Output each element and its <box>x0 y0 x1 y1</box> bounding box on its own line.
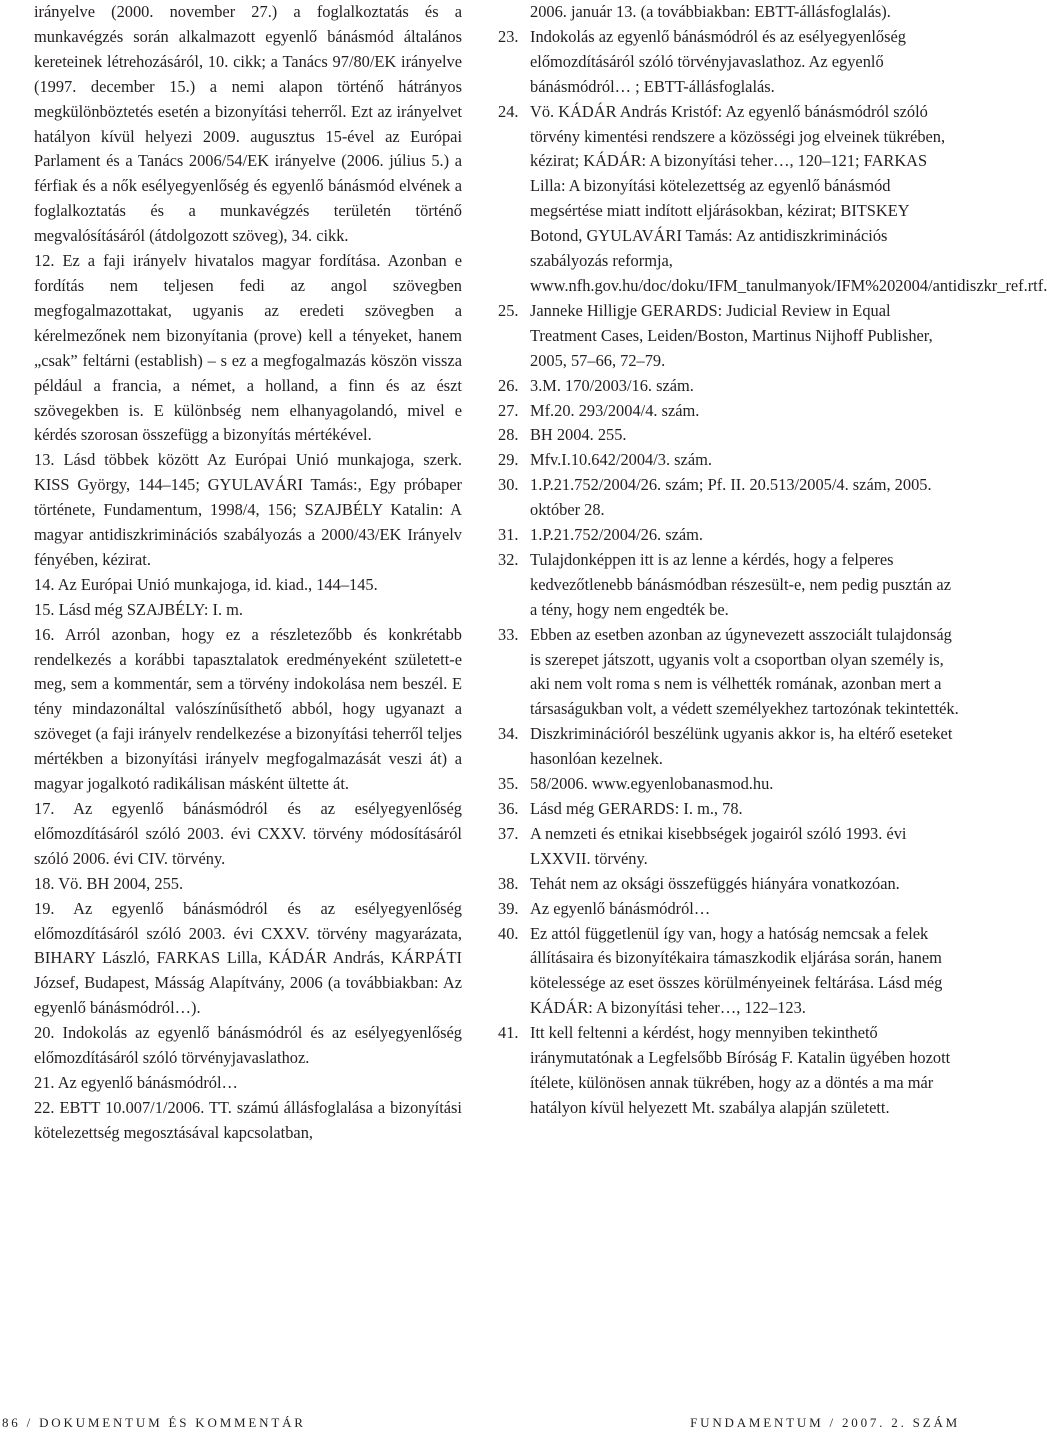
footnote <box>34 872 462 897</box>
footnote-text: Ez attól függetlenül így van, hogy a hatóság nemcsak a felek állításaira és bizonyítékaira támaszkodik eljárása során, hanem kötelessége az eset összes körülményeinek feltárása. Lásd még KÁDÁR: A bizonyítási teher…, 122–123. <box>530 923 943 1018</box>
footnote-text: Mfv.I.10.642/2004/3. szám. <box>530 450 712 470</box>
footnote <box>498 523 960 548</box>
footnote <box>34 797 462 872</box>
footnote-text: Az Európai Unió munkajoga, id. kiad., 144–145. <box>57 574 378 594</box>
footnote <box>34 1071 462 1096</box>
footnote-text: Az egyenlő bánásmódról… <box>530 898 711 918</box>
footnote-text: Az egyenlő bánásmódról és az esélyegyenlőség előmozdításáról szóló 2003. évi CXXV. törvény magyarázata, BIHARY László, FARKAS Lilla, KÁDÁR András, KÁRPÁTI József, Budapest, Másság Alapítvány, 2006 (a továbbiakban: Az egyenlő bánásmódról…). <box>34 898 462 1018</box>
footnote-text: Itt kell feltenni a kérdést, hogy mennyiben tekinthető iránymutatónak a Legfelsőbb Bíróság F. Katalin ügyében hozott ítélete, különösen annak tükrében, hogy az a döntés a ma már hatályon kívül helyezett Mt. szabálya alapján született. <box>530 1023 951 1117</box>
footnote <box>34 1096 462 1146</box>
footnote <box>34 897 462 1022</box>
footnote <box>498 299 960 374</box>
footnote-number: 32. <box>498 549 519 569</box>
footnote <box>498 374 960 399</box>
footnote <box>34 448 462 573</box>
footer-section-label: 86 / DOKUMENTUM ÉS KOMMENTÁR <box>2 1415 306 1430</box>
footnote-text: Tehát nem az oksági összefüggés hiányára vonatkozóan. <box>530 873 900 893</box>
footnote-text: Indokolás az egyenlő bánásmódról és az esélyegyenlőség előmozdításáról szóló törvényjavaslathoz. Az egyenlő bánásmódról… ; EBTT-állásfoglalás. <box>530 26 906 96</box>
left-footnote-column <box>34 0 462 1146</box>
footnote-number: 34. <box>498 724 519 744</box>
footnote <box>498 399 960 424</box>
footnote-text: A nemzeti és etnikai kisebbségek jogairól szóló 1993. évi LXXVII. törvény. <box>530 823 907 868</box>
footnote-number: 26. <box>498 375 519 395</box>
footnote <box>498 897 960 922</box>
footnote-number: 18. <box>34 873 59 893</box>
footnote-text: 3.M. 170/2003/16. szám. <box>530 375 694 395</box>
footnote-number: 40. <box>498 923 519 943</box>
footnote <box>498 872 960 897</box>
footnote-number: 27. <box>498 400 519 420</box>
footnote-number: 17. <box>34 799 74 818</box>
footnote <box>498 473 960 523</box>
footnote-number: 36. <box>498 799 519 818</box>
footnote <box>498 548 960 623</box>
footnote-number: 28. <box>498 425 519 445</box>
footer-journal-label: FUNDAMENTUM / 2007. 2. SZÁM <box>690 1415 960 1430</box>
footnote <box>498 25 960 100</box>
footnote <box>498 822 960 872</box>
footnote-text: Indokolás az egyenlő bánásmódról és az esélyegyenlőség előmozdításáról szóló törvényjavaslathoz. <box>34 1023 462 1068</box>
footnote-number: 30. <box>498 475 519 495</box>
footnote <box>498 100 1047 299</box>
footnote <box>498 623 960 723</box>
footnote-number: 38. <box>498 873 519 893</box>
right-footnote-column <box>498 0 1047 1121</box>
footnote-text: Vö. KÁDÁR András Kristóf: Az egyenlő bánásmódról szóló törvény kimentési rendszere a közösségi jog elveinek tükrében, kézirat; KÁDÁR: A bizonyítási teher…, 120–121; FARKAS Lilla: A bizonyítási kötelezettség az egyenlő bánásmód megsértése miatt indított eljárásokban, kézirat; BITSKEY Botond, GYULAVÁRI Tamás: Az antidiszkriminációs szabályozás reformja, www.nfh.gov.hu/doc/doku/IFM_tanulmanyok/IFM%202004/antidiszkr_ref.rtf. <box>530 101 1047 295</box>
footnote <box>34 573 462 598</box>
footnote-number: 31. <box>498 525 519 545</box>
footnote-number: 20. <box>34 1023 63 1043</box>
footnote-text: EBTT 10.007/1/2006. TT. számú állásfoglalása a bizonyítási kötelezettség megosztásával kapcsolatban, <box>34 1097 462 1142</box>
footnote-number: 41. <box>498 1023 519 1043</box>
footnote-number: 35. <box>498 774 519 794</box>
footnote <box>34 249 462 448</box>
footnote-text: 2006. január 13. (a továbbiakban: EBTT-állásfoglalás). <box>530 2 891 21</box>
footnote <box>498 772 960 797</box>
footnote-number: 22. <box>34 1097 60 1117</box>
footnote-number: 19. <box>34 898 74 918</box>
footnote-text: Ez a faji irányelv hivatalos magyar fordítása. Azonban e fordítás nem teljesen fedi az angol szövegben megfogalmazottakat, ugyanis az eredeti szövegben a kérelmezőnek nem bizonyítania (prove) kell a tényeket, hanem „csak” feltárni (establish) – s ez a megfogalmazás köszön vissza például a francia, a német, a holland, a finn és az észt szövegekben is. E különbség nem elhanyagolandó, mivel e kérdés szorosan összefügg a bizonyítás mértékével. <box>34 251 462 445</box>
footnote-number: 29. <box>498 450 519 470</box>
footnote-text: 1.P.21.752/2004/26. szám. <box>530 525 704 545</box>
footnote <box>498 722 960 772</box>
footnote-number: 33. <box>498 624 519 644</box>
footnote-text: Mf.20. 293/2004/4. szám. <box>530 400 700 420</box>
footnote-number: 13. <box>34 450 64 470</box>
footnote-text: Tulajdonképpen itt is az lenne a kérdés, hogy a felperes kedvezőtlenebb bánásmódban részesült-e, nem pedig pusztán az a tény, hogy nem engedték be. <box>530 549 951 619</box>
footnote-number: 39. <box>498 898 519 918</box>
footnote <box>498 423 960 448</box>
footnote-text: Vö. BH 2004, 255. <box>58 873 184 893</box>
footnote <box>498 1021 960 1121</box>
footnote <box>498 922 960 1022</box>
footnote-number: 12. <box>34 251 63 271</box>
footnote-number: 16. <box>34 624 65 644</box>
footnote-text: Az egyenlő bánásmódról és az esélyegyenlőség előmozdításáról szóló 2003. évi CXXV. törvény módosításáról szóló 2006. évi CIV. törvény. <box>34 799 462 868</box>
footnote-number: 25. <box>498 300 519 320</box>
footnote-text: Diszkriminációról beszélünk ugyanis akkor is, ha eltérő eseteket hasonlóan kezelnek. <box>530 724 953 769</box>
footnote-text: Arról azonban, hogy ez a részletezőbb és konkrétabb rendelkezés a korábbi tapasztalatok eredményeként született-e meg, sem a kommentár, sem a törvény indokolása nem beszél. E tény mindazonáltal valószínűsíthető abból, hogy ugyanazt a szöveget (a faji irányelv rendelkezése a bizonyítási teherről teljes mértékben a bizonyítási irányelv megfogalmazását veszi át) a magyar jogalkotó radikálisan másként ültette át. <box>34 624 462 794</box>
footnote-text: Lásd még SZAJBÉLY: I. m. <box>58 599 244 619</box>
footnote-number: 23. <box>498 26 519 46</box>
footnote-number: 14. <box>34 574 58 594</box>
footnote <box>498 448 960 473</box>
footnote <box>34 598 462 623</box>
footnote-text: Az egyenlő bánásmódról… <box>57 1072 238 1092</box>
footnote-text: Ebben az esetben azonban az úgynevezett asszociált tulajdonság is szerepet játszott, ugyanis volt a csoportban olyan személy is, aki nem volt roma s nem is vélhették romának, azonban mert a társaságukban volt, a védett személyekhez tartozónak tekintették. <box>530 624 959 719</box>
footnote-text: BH 2004. 255. <box>530 425 627 445</box>
footnote-number: 21. <box>34 1072 58 1092</box>
footnote-number: 15. <box>34 599 59 619</box>
footnote <box>498 797 960 822</box>
footnote-text: Lásd még GERARDS: I. m., 78. <box>530 799 743 818</box>
footnote <box>34 1021 462 1071</box>
footnote-continuation: irányelve (2000. november 27.) a foglalkoztatás és a munkavégzés során alkalmazott egyenlő bánásmód általános kereteinek létrehozásáról, 10. cikk; a Tanács 97/80/EK irányelve (1997. december 15.) a nemi alapon történő hátrányos megkülönböztetés esetén a bizonyítási teherről. Ezt az irányelvet hatályon kívül helyezi 2009. augusztus 15-ével az Európai Parlament és a Tanács 2006/54/EK irányelve (2006. július 5.) a férfiak és a nők esélyegyenlőség és egyenlő bánásmód elvének a foglalkoztatás és a munkavégzés területén történő megvalósításáról (átdolgozott szöveg), 34. cikk. <box>34 2 462 246</box>
footnote-number: 24. <box>498 101 519 121</box>
footnote-number: 37. <box>498 823 519 843</box>
footnote-text: 1.P.21.752/2004/26. szám; Pf. II. 20.513/2005/4. szám, 2005. október 28. <box>530 475 932 520</box>
footnote-text: Lásd többek között Az Európai Unió munkajoga, szerk. KISS György, 144–145; GYULAVÁRI Tamás:, Egy próbaper története, Fundamentum, 1998/4, 156; SZAJBÉLY Katalin: A magyar antidiszkriminációs szabályozás a 2000/43/EK Irányelv fényében, kézirat. <box>34 450 462 569</box>
footnote-continuation <box>498 0 960 25</box>
footnote-text: Janneke Hilligje GERARDS: Judicial Review in Equal Treatment Cases, Leiden/Boston, Martinus Nijhoff Publisher, 2005, 57–66, 72–79. <box>530 300 933 370</box>
footnote <box>34 623 462 797</box>
footnote-text: 58/2006. www.egyenlobanasmod.hu. <box>530 774 774 794</box>
